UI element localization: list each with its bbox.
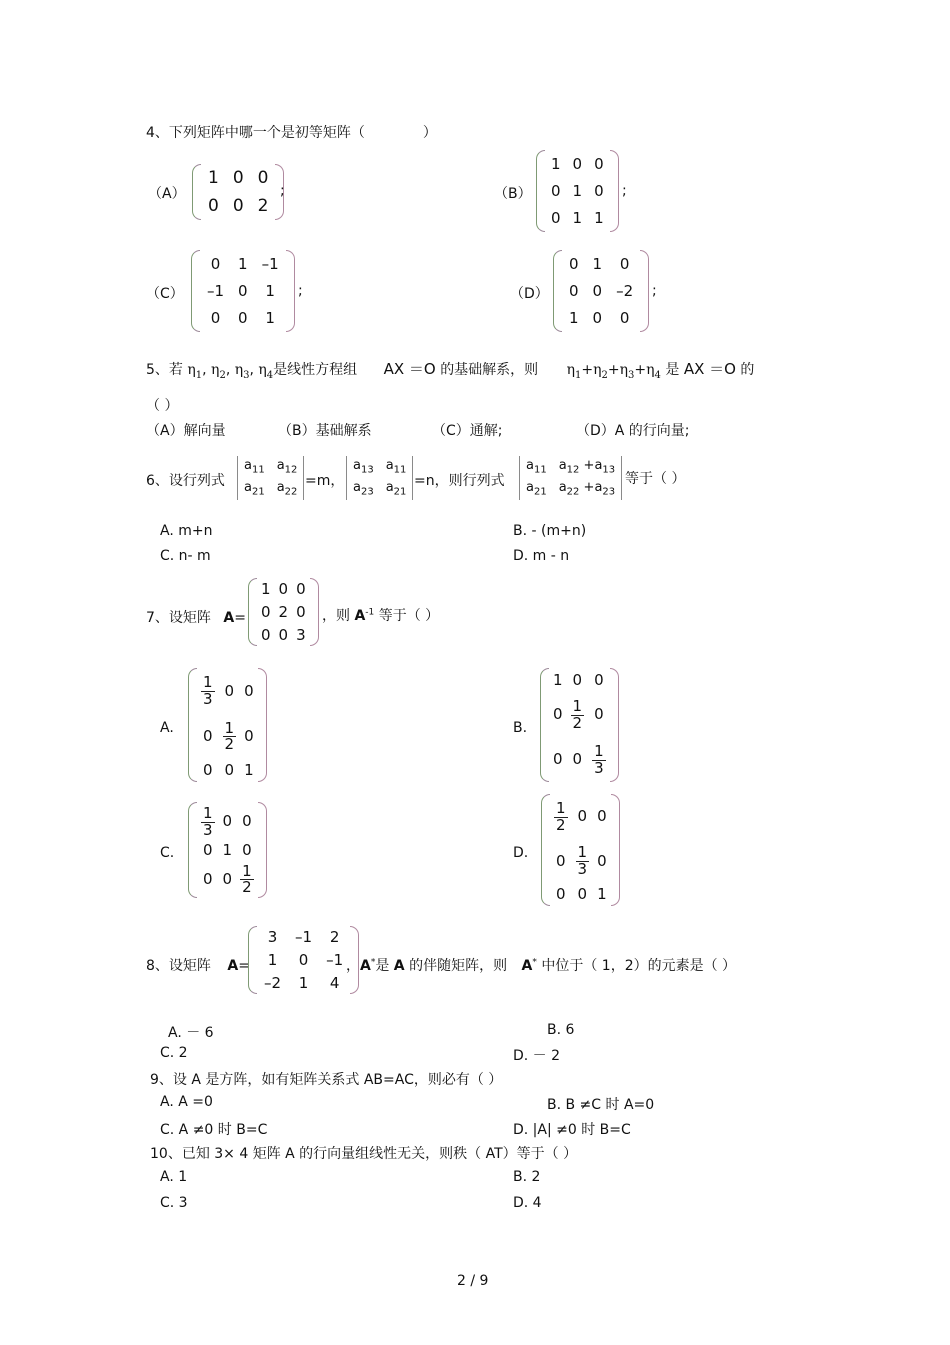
matrix-entry: 0: [551, 181, 561, 200]
q8-option-d: D. － 2: [513, 1048, 561, 1064]
q4-stem: 4、下列矩阵中哪一个是初等矩阵（ ）: [146, 125, 437, 141]
q6-det3: $a_{11}$ $a_{12} +a_{13}$ $a_{21}$ $a_{22} +a_{23}$: [519, 456, 622, 500]
q5-stem: 5、若 $\eta_1$, $\eta_2$, $\eta_3$, $\eta_4$是线性方程组 AX ＝O 的基础解系，则 $\eta_1+\eta_2+\eta_3+\eta_4$ 是 AX ＝O 的: [146, 360, 755, 381]
q4-b-suffix: ;: [622, 183, 627, 199]
q5-blank: （ ）: [146, 398, 179, 414]
page-number: 2 / 9: [457, 1273, 489, 1289]
matrix-entry: 0: [594, 181, 604, 200]
q8-tail: ，A*是 A 的伴随矩阵，则 A* 中位于（ 1，2）的元素是（ ）: [346, 957, 737, 974]
q8-matrix-a: [248, 926, 359, 994]
q4-matrix-d: [553, 250, 649, 332]
matrix-entry: 0: [296, 580, 306, 599]
q9-option-a: A. A =0: [160, 1094, 213, 1110]
q4-option-d-label: （D）: [510, 286, 549, 302]
q4-matrix-a: [192, 164, 284, 220]
q10-option-a: A. 1: [160, 1169, 188, 1185]
matrix-entry: 0: [261, 602, 271, 621]
matrix-entry: 1: [261, 580, 271, 599]
q8-prefix: 8、设矩阵 A=: [146, 958, 250, 974]
q6-option-b: B. - (m+n): [513, 523, 587, 539]
matrix-entry: 1: [572, 209, 583, 228]
matrix-entry: 0: [257, 168, 269, 188]
matrix-entry: 1: [572, 181, 583, 200]
q5-option-b: （B）基础解系: [278, 423, 372, 439]
matrix-entry: 3: [296, 625, 306, 644]
q7-option-a-label: A.: [160, 720, 174, 736]
q7-matrix-a: [248, 578, 319, 646]
matrix-entry: 0: [296, 602, 306, 621]
q4-option-c-label: （C）: [146, 286, 184, 302]
q9-option-d: D. |A| ≠0 时 B=C: [513, 1122, 631, 1138]
matrix-entry: 0: [569, 254, 579, 273]
q4-d-suffix: ;: [652, 283, 657, 299]
matrix-entry: 0: [569, 281, 579, 300]
matrix-entry: 0: [592, 309, 603, 328]
matrix-entry: 1: [208, 168, 219, 188]
q10-stem: 10、已知 3× 4 矩阵 A 的行向量组线性无关，则秩（ AT）等于（ ）: [150, 1146, 578, 1162]
matrix-entry: –1: [261, 254, 279, 273]
matrix-entry: 1: [265, 281, 275, 300]
matrix-entry: –1: [295, 928, 313, 947]
matrix-entry: 0: [232, 196, 244, 216]
q5-option-a: （A）解向量: [146, 423, 226, 439]
q7-option-b-matrix: 1 0 0 0 $\frac{1}{2}$ 0 0 0 $\frac{1}{3}$: [540, 668, 619, 782]
q4-a-suffix: ;: [280, 183, 285, 199]
matrix-entry: –2: [616, 281, 634, 300]
matrix-entry: –1: [207, 281, 225, 300]
matrix-entry: 0: [619, 254, 630, 273]
matrix-entry: 0: [619, 309, 630, 328]
matrix-entry: 0: [594, 154, 604, 173]
q9-option-c: C. A ≠0 时 B=C: [160, 1122, 268, 1138]
matrix-entry: 0: [232, 168, 244, 188]
matrix-entry: 2: [257, 196, 269, 216]
matrix-entry: 1: [267, 950, 278, 969]
q8-option-a: A. － 6: [168, 1025, 214, 1041]
matrix-entry: 1: [569, 309, 579, 328]
q7-option-d-label: D.: [513, 845, 529, 861]
matrix-entry: 2: [278, 602, 289, 621]
matrix-entry: 1: [265, 309, 275, 328]
matrix-entry: –2: [264, 973, 282, 992]
eta-2: $\eta_2$: [211, 362, 226, 381]
q7-option-c-matrix: $\frac{1}{3}$ 0 0 0 1 0 0 0 $\frac{1}{2}$: [188, 802, 267, 898]
matrix-entry: 1: [551, 154, 561, 173]
matrix-entry: 1: [298, 973, 309, 992]
q6-det2: $a_{13}$ $a_{11}$ $a_{23}$ $a_{21}$: [346, 456, 413, 500]
q5-option-d: （D）A 的行向量;: [576, 423, 690, 439]
matrix-entry: 0: [210, 254, 221, 273]
matrix-entry: 0: [261, 625, 271, 644]
q4-option-a-label: （A）: [148, 186, 186, 202]
q7-option-c-label: C.: [160, 845, 175, 861]
q6-prefix: 6、设行列式: [146, 473, 225, 489]
matrix-entry: 0: [592, 281, 603, 300]
matrix-entry: 0: [572, 154, 583, 173]
q4-c-suffix: ;: [298, 283, 303, 299]
matrix-entry: 4: [329, 973, 340, 992]
q9-option-b: B. B ≠C 时 A=0: [547, 1097, 655, 1113]
q8-option-b: B. 6: [547, 1022, 575, 1038]
q4-matrix-c: [191, 250, 295, 332]
q10-option-c: C. 3: [160, 1195, 188, 1211]
matrix-entry: 1: [592, 254, 603, 273]
q10-option-b: B. 2: [513, 1169, 541, 1185]
matrix-entry: 0: [210, 309, 221, 328]
q7-tail: ，则 $A^{-1}$ 等于（ ）: [322, 607, 440, 624]
matrix-entry: 1: [594, 209, 604, 228]
q4-matrix-b: [536, 150, 619, 232]
q7-option-d-matrix: $\frac{1}{2}$ 0 0 0 $\frac{1}{3}$ 0 0 0 1: [541, 794, 620, 906]
q7-option-a-matrix: $\frac{1}{3}$ 0 0 0 $\frac{1}{2}$ 0 0 0 1: [188, 668, 267, 782]
q7-option-b-label: B.: [513, 720, 528, 736]
eta-sum: $\eta_1+\eta_2+\eta_3+\eta_4$: [566, 362, 661, 381]
matrix-entry: 1: [238, 254, 248, 273]
q6-tail: 等于（ ）: [625, 471, 686, 487]
q6-det1: $a_{11}$ $a_{12}$ $a_{21}$ $a_{22}$: [237, 456, 304, 500]
matrix-entry: 0: [278, 580, 289, 599]
matrix-entry: 0: [208, 196, 219, 216]
matrix-entry: 0: [278, 625, 289, 644]
matrix-entry: 0: [551, 209, 561, 228]
q6-det1-rhs: =m，: [305, 473, 345, 489]
matrix-entry: 0: [298, 950, 309, 969]
q5-option-c: （C）通解;: [432, 423, 503, 439]
matrix-entry: 2: [329, 928, 340, 947]
matrix-entry: 0: [238, 309, 248, 328]
q7-prefix: 7、设矩阵 A=: [146, 610, 246, 626]
q6-option-a: A. m+n: [160, 523, 213, 539]
matrix-entry: 3: [267, 928, 278, 947]
matrix-entry: 0: [238, 281, 248, 300]
eta-3: $\eta_3$: [234, 362, 250, 381]
q6-option-c: C. n- m: [160, 548, 211, 564]
eta-1: $\eta_1$: [187, 362, 203, 381]
q6-option-d: D. m - n: [513, 548, 570, 564]
q6-det2-rhs: =n，则行列式: [414, 473, 505, 489]
matrix-entry: –1: [326, 950, 344, 969]
q4-option-b-label: （B）: [494, 186, 532, 202]
eta-4: $\eta_4$: [258, 362, 274, 381]
q8-option-c: C. 2: [160, 1045, 188, 1061]
q10-option-d: D. 4: [513, 1195, 542, 1211]
q9-stem: 9、设 A 是方阵，如有矩阵关系式 AB=AC，则必有（ ）: [150, 1072, 503, 1088]
